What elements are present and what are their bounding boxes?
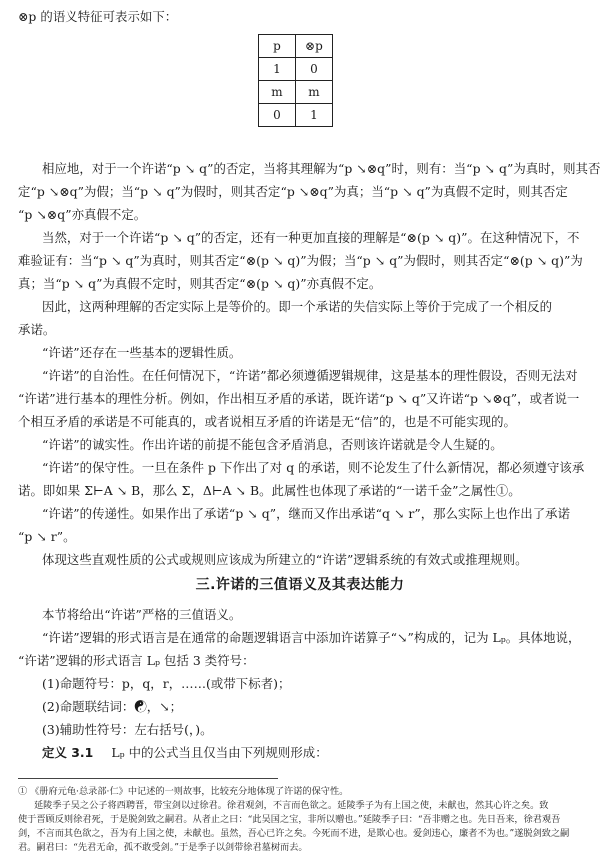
- footnote-divider: [18, 778, 278, 779]
- footnote-line: 君。嗣君曰：“先君无命，孤不敢受剑。”于是季子以剑带徐君墓树而去。: [18, 842, 308, 853]
- table-cell: m: [259, 81, 296, 104]
- table-header-row: [259, 35, 333, 58]
- body-line: 因此，这两种理解的否定实际上是等价的。即一个承诺的失信实际上等价于完成了一个相反的: [42, 299, 553, 314]
- body-line: 诺。即如果 Σ⊢A ↘ B，那么 Σ，Δ⊢A ↘ B。此属性也体现了承诺的“一诺千金”之属性①。: [18, 483, 521, 498]
- definition-label: 定义 3.1: [42, 745, 94, 760]
- body-line: 承诺。: [18, 322, 56, 337]
- body-line: “许诺”还存在一些基本的逻辑性质。: [42, 345, 242, 360]
- definition-line: [42, 744, 590, 761]
- section-line: (3)辅助性符号：左右括号(，)。: [42, 722, 213, 737]
- table-cell: 0: [259, 104, 296, 127]
- section-line: “许诺”逻辑的形式语言 Lₚ 包括 3 类符号：: [18, 653, 255, 668]
- footnote-line: 剑，不言而其色欲之，吾为有上国之使，未献也。虽然，吾心已许之矣。今死而不进，是欺心也。爱剑违心，廉者不为也。”遂脱剑致之嗣: [18, 828, 570, 839]
- table-cell: m: [296, 81, 333, 104]
- body-line: “许诺”的诚实性。作出许诺的前提不能包含矛盾消息，否则该许诺就是令人生疑的。: [42, 437, 503, 452]
- table-row: [259, 58, 333, 81]
- table-header-cell: p: [259, 35, 296, 58]
- footnote-line: 延陵季子吴之公子将西聘晋，带宝剑以过徐君。徐君观剑，不言而色欲之。延陵季子为有上国之使，未献也，然其心许之矣。致: [34, 800, 549, 811]
- table-header-cell: ⊗p: [296, 35, 333, 58]
- footnote-line: ① 《册府元龟·总录部·仁》中记述的一则故事，比较充分地体现了许诺的保守性。: [18, 786, 349, 797]
- table-cell: 1: [259, 58, 296, 81]
- section-line: (1)命题符号：p，q，r，……(或带下标者)；: [42, 676, 291, 691]
- body-line: “许诺”的保守性。一旦在条件 p 下作出了对 q 的承诺，则不论发生了什么新情况，都必须遵守该承: [42, 460, 585, 475]
- semantics-table: [258, 34, 333, 127]
- body-line: “许诺”进行基本的理性分析。例如，作出相互矛盾的承诺，既许诺“p ↘ q”又许诺“p ↘⊗q”，或者说一: [18, 391, 580, 406]
- intro-line: ⊗p 的语义特征可表示如下：: [18, 9, 178, 24]
- footnote-line: 使于晋顾反则徐君死，于是脱剑致之嗣君。从者止之曰：“此吴国之宝，非所以赠也。”延陵季子曰：“吾非赠之也。先日吾来，徐君观吾: [18, 814, 561, 825]
- body-line: 定“p ↘⊗q”为假；当“p ↘ q”为假时，则其否定“p ↘⊗q”为真；当“p ↘ q”为真假不定时，则其否定: [18, 184, 568, 199]
- body-line: 个相互矛盾的承诺是不可能真的，或者说相互矛盾的许诺是无“信”的，也是不可能实现的。: [18, 414, 516, 429]
- section-title: 三.许诺的三值语义及其表达能力: [195, 577, 405, 593]
- table-row: [259, 104, 333, 127]
- section-line: “许诺”逻辑的形式语言是在通常的命题逻辑语言中添加许诺算子“↘”构成的，记为 Lₚ。具体地说，: [42, 630, 581, 645]
- table-cell: 1: [296, 104, 333, 127]
- body-line: 体现这些直观性质的公式或规则应该成为所建立的“许诺”逻辑系统的有效式或推理规则。: [42, 552, 528, 567]
- body-line: 难验证有：当“p ↘ q”为真时，则其否定“⊗(p ↘ q)”为假；当“p ↘ q”为假时，则其否定“⊗(p ↘ q)”为: [18, 253, 583, 268]
- definition-text: Lₚ 中的公式当且仅当由下列规则形成：: [111, 745, 328, 760]
- table-row: [259, 81, 333, 104]
- body-line: “许诺”的自治性。在任何情况下，“许诺”都必须遵循逻辑规律，这是基本的理性假设，否则无法对: [42, 368, 578, 383]
- body-line: “p ↘⊗q”亦真假不定。: [18, 207, 147, 222]
- body-line: 当然，对于一个许诺“p ↘ q”的否定，还有一种更加直接的理解是“⊗(p ↘ q)”。在这种情况下，不: [42, 230, 580, 245]
- body-line: 相应地，对于一个许诺“p ↘ q”的否定，当将其理解为“p ↘⊗q”时，则有：当“p ↘ q”为真时，则其否: [42, 161, 600, 176]
- section-line: 本节将给出“许诺”严格的三值语义。: [42, 607, 242, 622]
- body-line: “p ↘ r”。: [18, 529, 76, 544]
- table-cell: 0: [296, 58, 333, 81]
- section-line: (2)命题联结词：☯，↘；: [42, 699, 183, 714]
- body-line: 真；当“p ↘ q”为真假不定时，则其否定“⊗(p ↘ q)”亦真假不定。: [18, 276, 382, 291]
- body-line: “许诺”的传递性。如果作出了承诺“p ↘ q”，继而又作出承诺“q ↘ r”，那么实际上也作出了承诺: [42, 506, 571, 521]
